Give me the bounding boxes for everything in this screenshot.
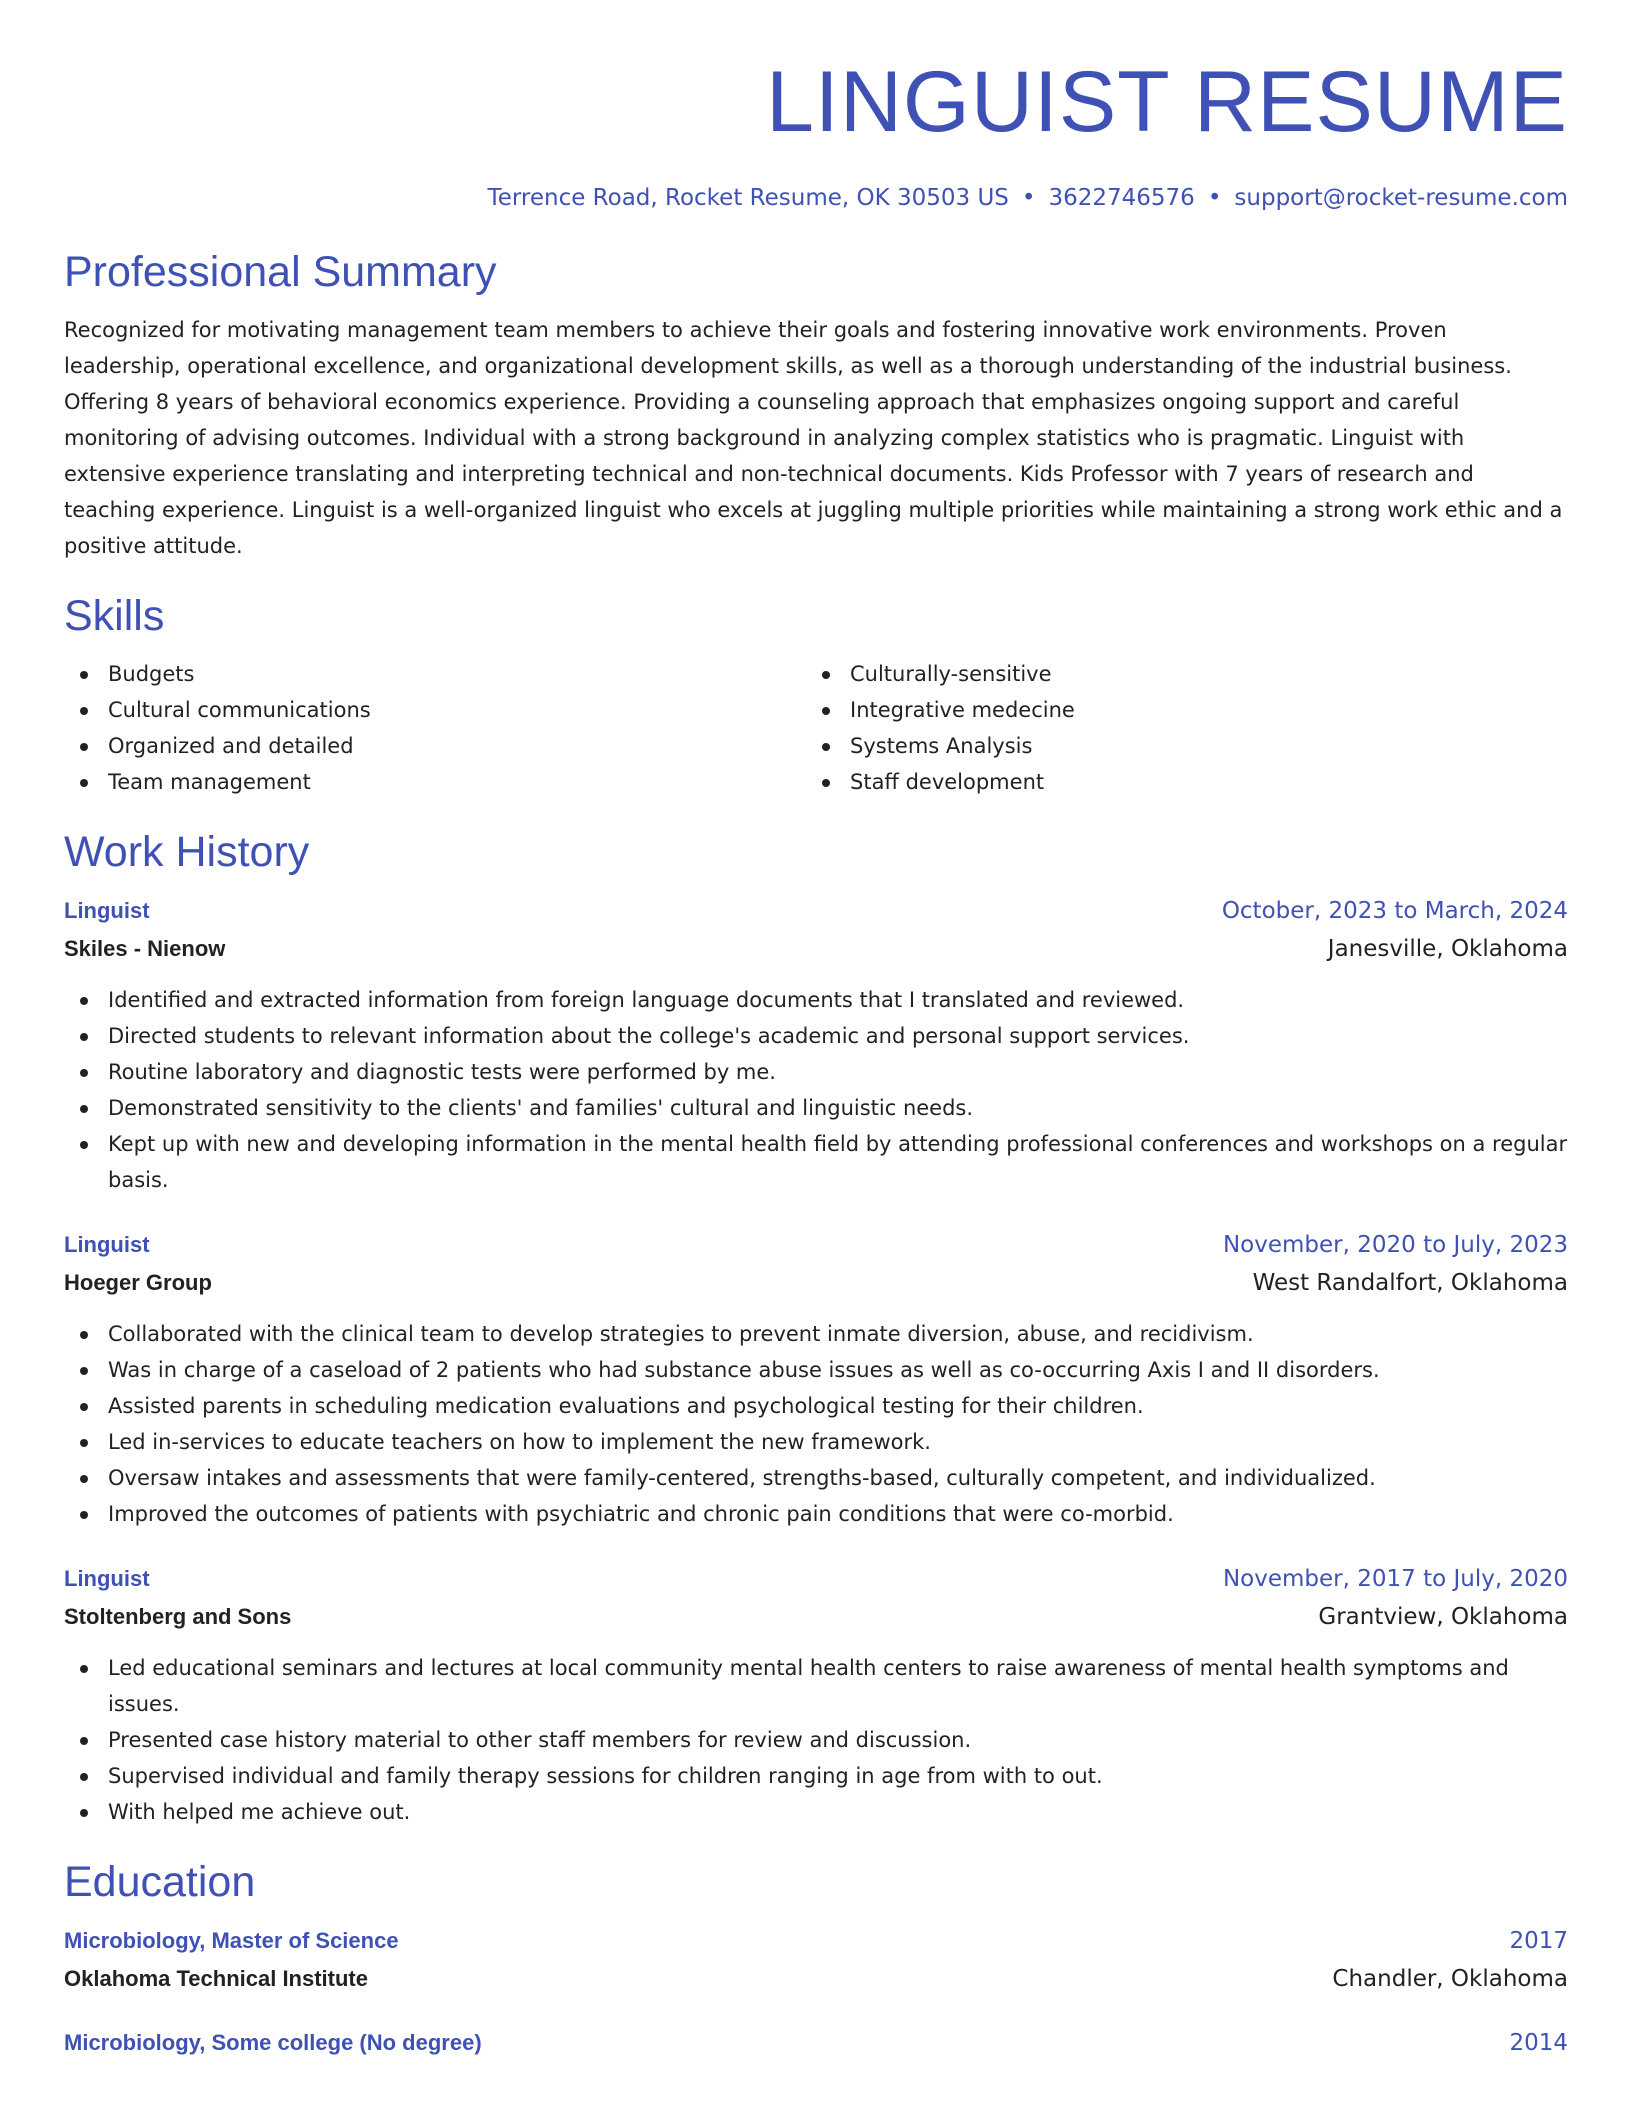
job-bullet: With helped me achieve out.: [64, 1794, 1568, 1830]
skill-item: Integrative medecine: [806, 692, 1548, 728]
skill-item: Cultural communications: [64, 692, 806, 728]
education-entry: [64, 1922, 1568, 1998]
job-dates: October, 2023 to March, 2024: [1221, 898, 1568, 924]
work-heading: Work History: [64, 828, 310, 876]
job-entry: [64, 892, 1568, 1198]
job-bullet: Identified and extracted information from foreign language documents that I translated and reviewed.: [64, 982, 1568, 1018]
job-location: Grantview, Oklahoma: [1318, 1604, 1568, 1630]
skill-item: Team management: [64, 764, 806, 800]
job-bullet: Improved the outcomes of patients with psychiatric and chronic pain conditions that were co-morbid.: [64, 1496, 1568, 1532]
contact-line: [64, 182, 1568, 214]
contact-address: Terrence Road, Rocket Resume, OK 30503 US: [487, 185, 1009, 211]
summary-section: [64, 246, 1568, 564]
skill-item: Systems Analysis: [806, 728, 1548, 764]
job-bullet: Directed students to relevant information about the college's academic and personal support services.: [64, 1018, 1568, 1054]
skill-item: Staff development: [806, 764, 1548, 800]
job-bullet: Kept up with new and developing information in the mental health field by attending professional conferences and workshops on a regular basis.: [64, 1126, 1568, 1198]
job-bullets: [64, 1650, 1568, 1830]
job-company: Hoeger Group: [64, 1270, 212, 1295]
job-bullet: Presented case history material to other staff members for review and discussion.: [64, 1722, 1568, 1758]
job-title-row: [64, 892, 1568, 930]
job-title-row: [64, 1560, 1568, 1598]
job-bullets: [64, 1316, 1568, 1532]
education-degree: Microbiology, Some college (No degree): [64, 2030, 482, 2055]
skill-item: Culturally-sensitive: [806, 656, 1548, 692]
job-company: Skiles - Nienow: [64, 936, 226, 961]
skills-section: [64, 590, 1568, 800]
job-company-row: [64, 1598, 1568, 1636]
job-dates: November, 2020 to July, 2023: [1222, 1232, 1568, 1258]
education-degree: Microbiology, Master of Science: [64, 1928, 399, 1953]
job-bullet: Led in-services to educate teachers on how to implement the new framework.: [64, 1424, 1568, 1460]
job-bullet: Led educational seminars and lectures at local community mental health centers to raise awareness of mental health symptoms and issues.: [64, 1650, 1568, 1722]
contact-phone: 3622746576: [1048, 185, 1195, 211]
summary-heading: Professional Summary: [64, 248, 497, 296]
job-bullet: Oversaw intakes and assessments that were family-centered, strengths-based, culturally competent, and individualized.: [64, 1460, 1568, 1496]
education-heading: Education: [64, 1858, 256, 1906]
job-location: West Randalfort, Oklahoma: [1252, 1270, 1568, 1296]
job-company: Stoltenberg and Sons: [64, 1604, 292, 1629]
skills-column-left: [64, 656, 806, 800]
job-dates: November, 2017 to July, 2020: [1222, 1566, 1568, 1592]
job-bullet: Was in charge of a caseload of 2 patients who had substance abuse issues as well as co-occurring Axis I and II disorders.: [64, 1352, 1568, 1388]
job-bullet: Assisted parents in scheduling medication evaluations and psychological testing for their children.: [64, 1388, 1568, 1424]
education-year: 2017: [1509, 1928, 1568, 1954]
job-entry: [64, 1560, 1568, 1830]
job-bullet: Demonstrated sensitivity to the clients' and families' cultural and linguistic needs.: [64, 1090, 1568, 1126]
job-bullets: [64, 982, 1568, 1198]
skills-grid: [64, 656, 1568, 800]
job-role: Linguist: [64, 898, 150, 923]
education-location: Chandler, Oklahoma: [1332, 1966, 1568, 1992]
job-company-row: [64, 1264, 1568, 1302]
education-school-row: [64, 1960, 1568, 1998]
job-company-row: [64, 930, 1568, 968]
job-bullet: Routine laboratory and diagnostic tests were performed by me.: [64, 1054, 1568, 1090]
job-role: Linguist: [64, 1232, 150, 1257]
work-section: [64, 826, 1568, 1830]
education-year: 2014: [1509, 2030, 1568, 2056]
education-degree-row: [64, 1922, 1568, 1960]
job-title-row: [64, 1226, 1568, 1264]
resume-page: [64, 0, 1568, 2062]
education-degree-row: [64, 2024, 1568, 2062]
education-school: Oklahoma Technical Institute: [64, 1966, 368, 1991]
job-bullet: Collaborated with the clinical team to develop strategies to prevent inmate diversion, abuse, and recidivism.: [64, 1316, 1568, 1352]
skill-item: Budgets: [64, 656, 806, 692]
skill-item: Organized and detailed: [64, 728, 806, 764]
job-role: Linguist: [64, 1566, 150, 1591]
education-section: [64, 1856, 1568, 2062]
job-bullet: Supervised individual and family therapy sessions for children ranging in age from with to out.: [64, 1758, 1568, 1794]
contact-email: support@rocket-resume.com: [1234, 185, 1568, 211]
summary-text: Recognized for motivating management team members to achieve their goals and fostering innovative work environments. Proven leadership, operational excellence, and organizational development skills, as well as a thorough understanding of the industrial business. Offering 8 years of behavioral economics experience. Providing a counseling approach that emphasizes ongoing support and careful monitoring of advising outcomes. Individual with a strong background in analyzing complex statistics who is pragmatic. Linguist with extensive experience translating and interpreting technical and non-technical documents. Kids Professor with 7 years of research and teaching experience. Linguist is a well-organized linguist who excels at juggling multiple priorities while maintaining a strong work ethic and a positive attitude.: [64, 318, 1563, 558]
contact-separator: •: [1021, 185, 1036, 211]
education-entry: [64, 2024, 1568, 2062]
job-entry: [64, 1226, 1568, 1532]
skills-heading: Skills: [64, 592, 165, 640]
contact-separator: •: [1207, 185, 1222, 211]
resume-title: LINGUIST RESUME: [766, 54, 1568, 150]
skills-column-right: [806, 656, 1548, 800]
job-location: Janesville, Oklahoma: [1327, 936, 1568, 962]
